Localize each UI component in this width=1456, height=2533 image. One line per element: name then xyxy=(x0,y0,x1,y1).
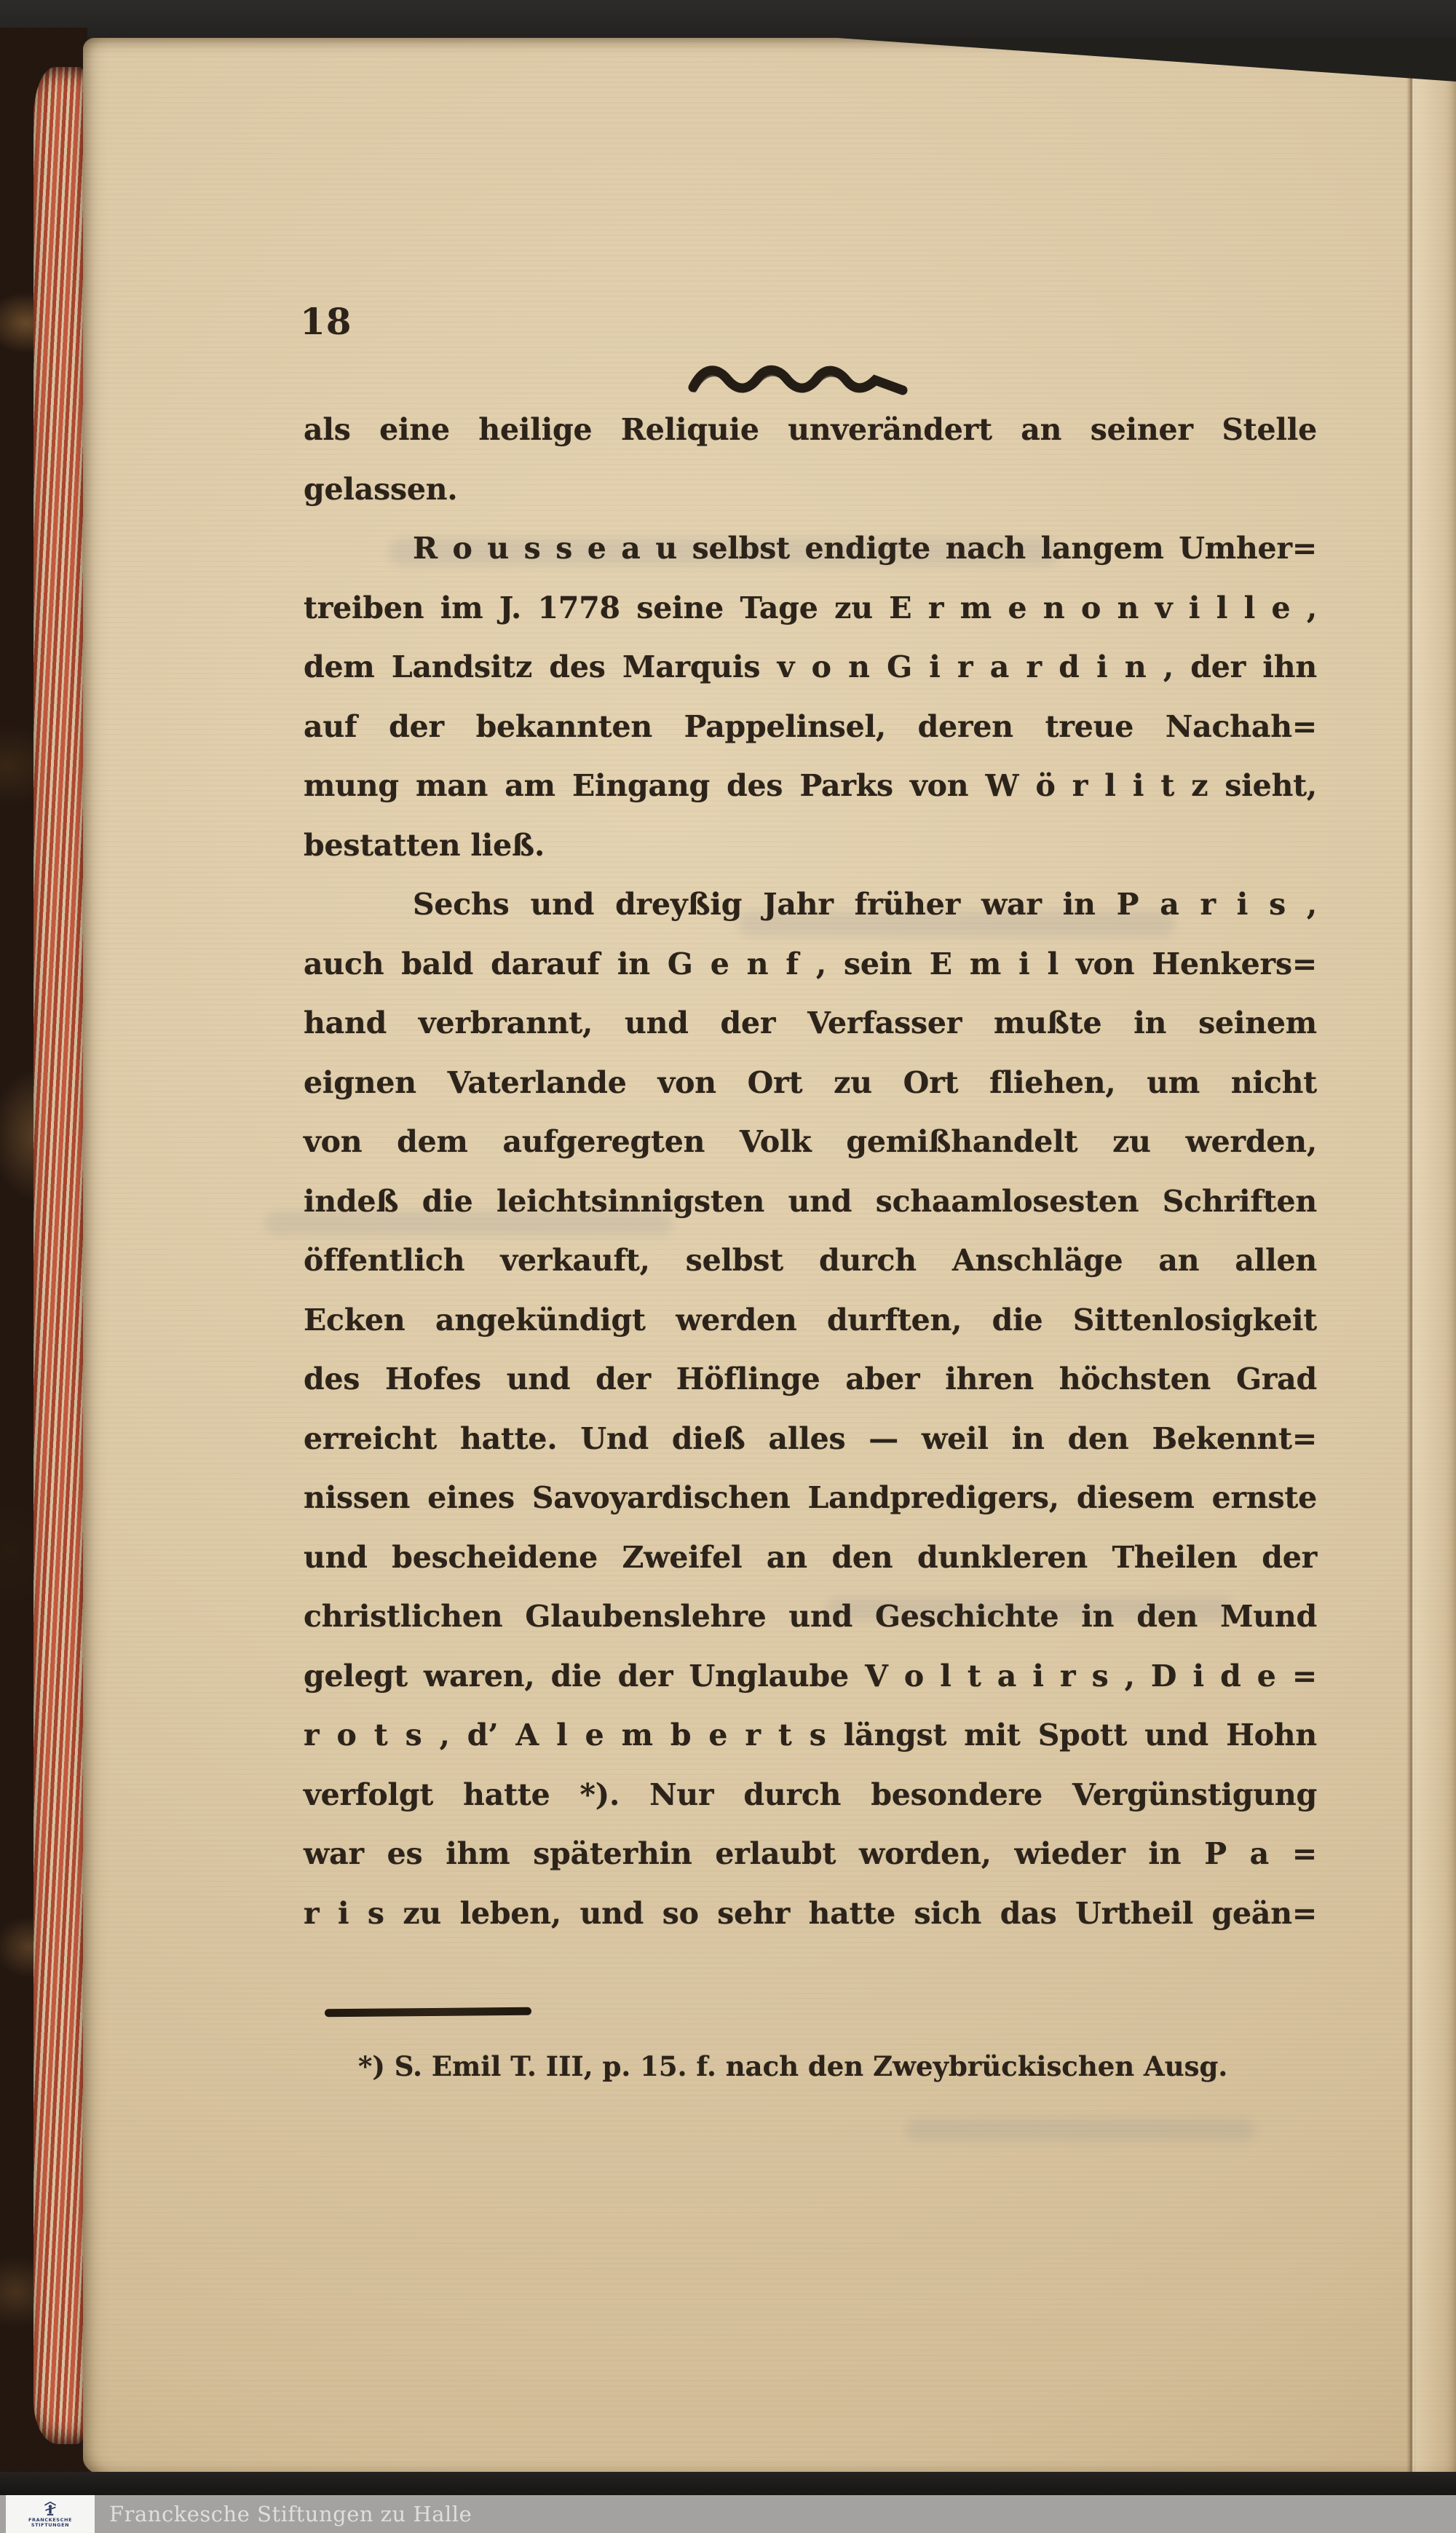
text-line: öffentlich verkauft, selbst durch Anschläge an allen xyxy=(304,1243,1317,1278)
text-line: christlichen Glaubenslehre und Geschichte in den Mund xyxy=(304,1599,1317,1634)
text-line: erreicht hatte. Und dieß alles — weil in den Bekennt= xyxy=(304,1420,1317,1456)
logo-text-line2: STIFTUNGEN xyxy=(31,2522,70,2528)
book-page xyxy=(83,38,1456,2478)
text-line: war es ihm späterhin erlaubt worden, wieder in P a = xyxy=(304,1836,1317,1871)
text-line: verfolgt hatte *). Nur durch besondere Vergünstigung xyxy=(304,1777,1317,1812)
text-line: Ecken angekündigt werden durften, die Sittenlosigkeit xyxy=(304,1302,1317,1337)
text-line: von dem aufgeregten Volk gemißhandelt zu werden, xyxy=(304,1124,1317,1159)
main-text-block xyxy=(304,400,1317,1943)
footnote-text: *) S. Emil T. III, p. 15. f. nach den Zweybrückischen Ausg. xyxy=(358,2050,1228,2082)
text-line: indeß die leichtsinnigsten und schaamlosesten Schriften xyxy=(304,1183,1317,1219)
text-line: eignen Vaterlande von Ort zu Ort fliehen, um nicht xyxy=(304,1064,1317,1100)
text-line: r o t s , d’ A l e m b e r t s längst mit Spott und Hohn xyxy=(304,1718,1317,1752)
text-line: hand verbrannt, und der Verfasser mußte in seinem xyxy=(304,1005,1317,1040)
text-line: dem Landsitz des Marquis v o n G i r a r d i n , der ihn xyxy=(304,649,1317,684)
scan-background-top xyxy=(0,0,1456,39)
scan-background-bottom xyxy=(0,2472,1456,2496)
logo-text-line1: FRANCKESCHE xyxy=(28,2516,73,2523)
footnote-separator-rule xyxy=(325,2007,531,2017)
text-line: und bescheidene Zweifel an den dunkleren Theilen der xyxy=(304,1539,1317,1575)
text-line: auch bald darauf in G e n f , sein E m i l von Henkers= xyxy=(304,946,1317,981)
adjacent-page-edge xyxy=(1415,38,1456,2478)
text-line: mung man am Eingang des Parks von W ö r l i t z sieht, xyxy=(304,768,1317,803)
text-line: gelegt waren, die der Unglaube V o l t a i r s , D i d e = xyxy=(304,1658,1317,1694)
text-line: des Hofes und der Höflinge aber ihren höchsten Grad xyxy=(304,1362,1317,1396)
text-line: nissen eines Savoyardischen Landpredigers, diesem ernste xyxy=(304,1480,1317,1515)
text-line: auf der bekannten Pappelinsel, deren treue Nachah= xyxy=(304,708,1317,744)
text-line: R o u s s e a u selbst endigte nach langem Umher= xyxy=(413,531,1317,566)
bleed-through-smudge xyxy=(906,2119,1255,2141)
text-line: bestatten ließ. xyxy=(304,827,545,863)
logo-figure-icon xyxy=(42,2500,58,2518)
text-line: als eine heilige Reliquie unverändert an seiner Stelle xyxy=(304,412,1317,447)
text-line: treiben im J. 1778 seine Tage zu E r m e n o n v i l l e , xyxy=(304,590,1317,625)
institution-logo xyxy=(6,2495,95,2533)
text-line: Sechs und dreyßig Jahr früher war in P a r i s , xyxy=(413,887,1317,922)
text-line: gelassen. xyxy=(304,471,458,507)
page-fore-edge-red xyxy=(33,67,86,2444)
text-line: r i s zu leben, und so sehr hatte sich das Urtheil geän= xyxy=(304,1895,1317,1931)
institution-name-label: Franckesche Stiftungen zu Halle xyxy=(109,2502,472,2526)
viewer-footer-bar xyxy=(0,2495,1456,2533)
page-gutter-crease xyxy=(1406,38,1415,2478)
page-number: 18 xyxy=(300,300,352,343)
